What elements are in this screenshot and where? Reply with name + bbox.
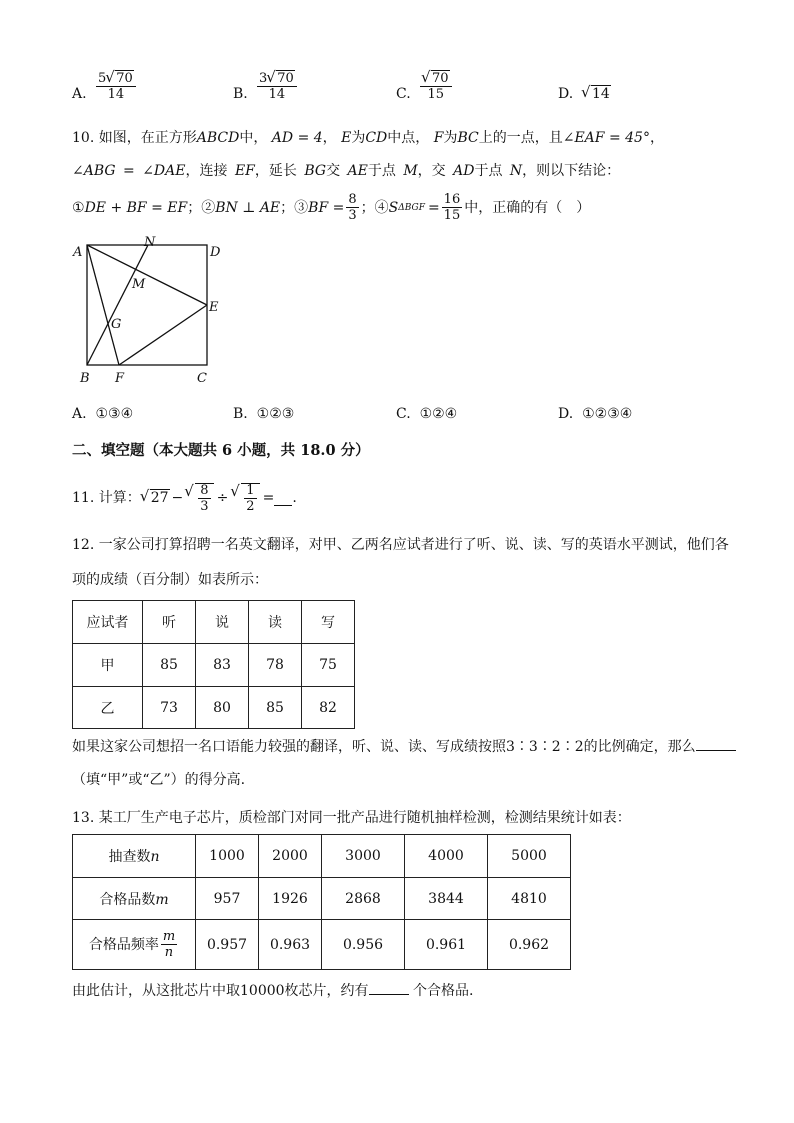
q10-option-a: A. ①③④ — [72, 406, 134, 422]
q9-option-a-fraction: $\frac{5√ 70}{14}$ — [96, 72, 136, 102]
q9-option-c-label: C. — [396, 86, 411, 102]
q9-option-a — [72, 72, 192, 112]
segment-bn — [87, 245, 148, 365]
q9-option-d-value: √ 14 — [582, 84, 611, 104]
q10-option-b: B. ①②③ — [233, 406, 295, 422]
q10-line-2: ∠ABG = ∠DAE，连接 EF，延长 BG交 AE于点 M，交 AD于点 N，则以下结论： — [72, 163, 621, 179]
label-b: B — [80, 371, 90, 386]
q12-score-table — [72, 600, 355, 729]
table-row: 乙 73 80 85 82 — [73, 687, 355, 729]
q9-option-b-fraction: $\frac{3√ 70}{14}$ — [257, 72, 297, 102]
label-e: E — [209, 300, 219, 315]
q11-fraction-1: √ $\frac{8}{3}$ — [200, 482, 209, 514]
q9-option-d-label: D. — [558, 86, 574, 102]
q9-option-c — [396, 72, 516, 112]
q11-fraction-2: √ $\frac{1}{2}$ — [246, 482, 255, 514]
q12-after-line-1: 如果这家公司想招一名口语能力较强的翻译，听、说、读、写成绩按照3∶3∶2∶2的比例确定，那么 — [72, 736, 736, 757]
q10-line-1: 10. 如图，在正方形ABCD中， AD = 4， E为CD中点， F为BC上的一点，且∠EAF = 45°， — [72, 130, 664, 146]
segment-fe — [119, 305, 207, 365]
table-row: 甲 85 83 78 75 — [73, 644, 355, 687]
q9-option-b-label: B. — [233, 86, 248, 102]
q11-answer-blank[interactable] — [274, 491, 292, 506]
section-2-title: 二、填空题（本大题共 6 小题，共 18.0 分） — [72, 442, 370, 459]
q13-after: 由此估计，从这批芯片中取10000枚芯片，约有 个合格品. — [72, 980, 473, 1001]
q12-answer-blank[interactable] — [696, 736, 736, 751]
q10-option-d: D. ①②③④ — [558, 406, 633, 422]
q12-line-2: 项的成绩（百分制）如表所示： — [72, 572, 268, 588]
q10-figure — [70, 236, 230, 388]
label-n: N — [144, 236, 156, 250]
square-abcd — [87, 245, 207, 365]
segment-ae — [87, 245, 207, 305]
table-row: 合格品数m 957 1926 2868 3844 4810 — [73, 878, 571, 920]
table-row: 抽查数n 1000 2000 3000 4000 5000 — [73, 835, 571, 878]
q10-area-fraction: $\frac{16}{15}$ — [443, 192, 461, 223]
q11: 11. 计算： √ 27 − √ $\frac{8}{3}$ ÷ √ $\frac{1}{2}$ = . — [72, 476, 297, 520]
q10-bf-fraction: $\frac{8}{3}$ — [348, 192, 357, 223]
q9-option-c-fraction: √ $\frac{70}{15}$ — [420, 72, 452, 102]
label-f: F — [115, 371, 125, 386]
q13-line-1: 13. 某工厂生产电子芯片，质检部门对同一批产品进行随机抽样检测，检测结果统计如表： — [72, 810, 631, 826]
table-row: 合格品频率 $\frac{m}{n}$ 0.957 0.963 0.956 0.961 0.962 — [73, 920, 571, 970]
label-c: C — [197, 371, 207, 386]
label-g: G — [111, 317, 122, 332]
table-header-row: 应试者 听 说 读 写 — [73, 601, 355, 644]
segment-af — [87, 245, 122, 365]
label-a: A — [73, 245, 83, 260]
q12-line-1: 12. 一家公司打算招聘一名英文翻译，对甲、乙两名应试者进行了听、说、读、写的英语水平测试，他们各 — [72, 537, 729, 553]
label-m: M — [132, 277, 146, 292]
q9-option-d — [558, 72, 678, 112]
q12-after-line-2: （填“甲”或“乙”）的得分高. — [72, 772, 246, 788]
q10-line-3: ① DE + BF = EF ；② BN ⊥ AE ；③ BF = $\frac{8}{3}$ ；④ S ΔBGF = $\frac{16}{15}$ 中，正确的有（ ） — [72, 192, 591, 223]
q10-option-c: C. ①②④ — [396, 406, 458, 422]
label-d: D — [210, 245, 221, 260]
q13-frequency-fraction: $\frac{m}{n}$ — [162, 928, 176, 960]
q13-inspection-table — [72, 834, 571, 970]
q13-answer-blank[interactable] — [369, 980, 409, 995]
q9-option-b — [233, 72, 353, 112]
q9-option-a-label: A. — [72, 86, 87, 102]
